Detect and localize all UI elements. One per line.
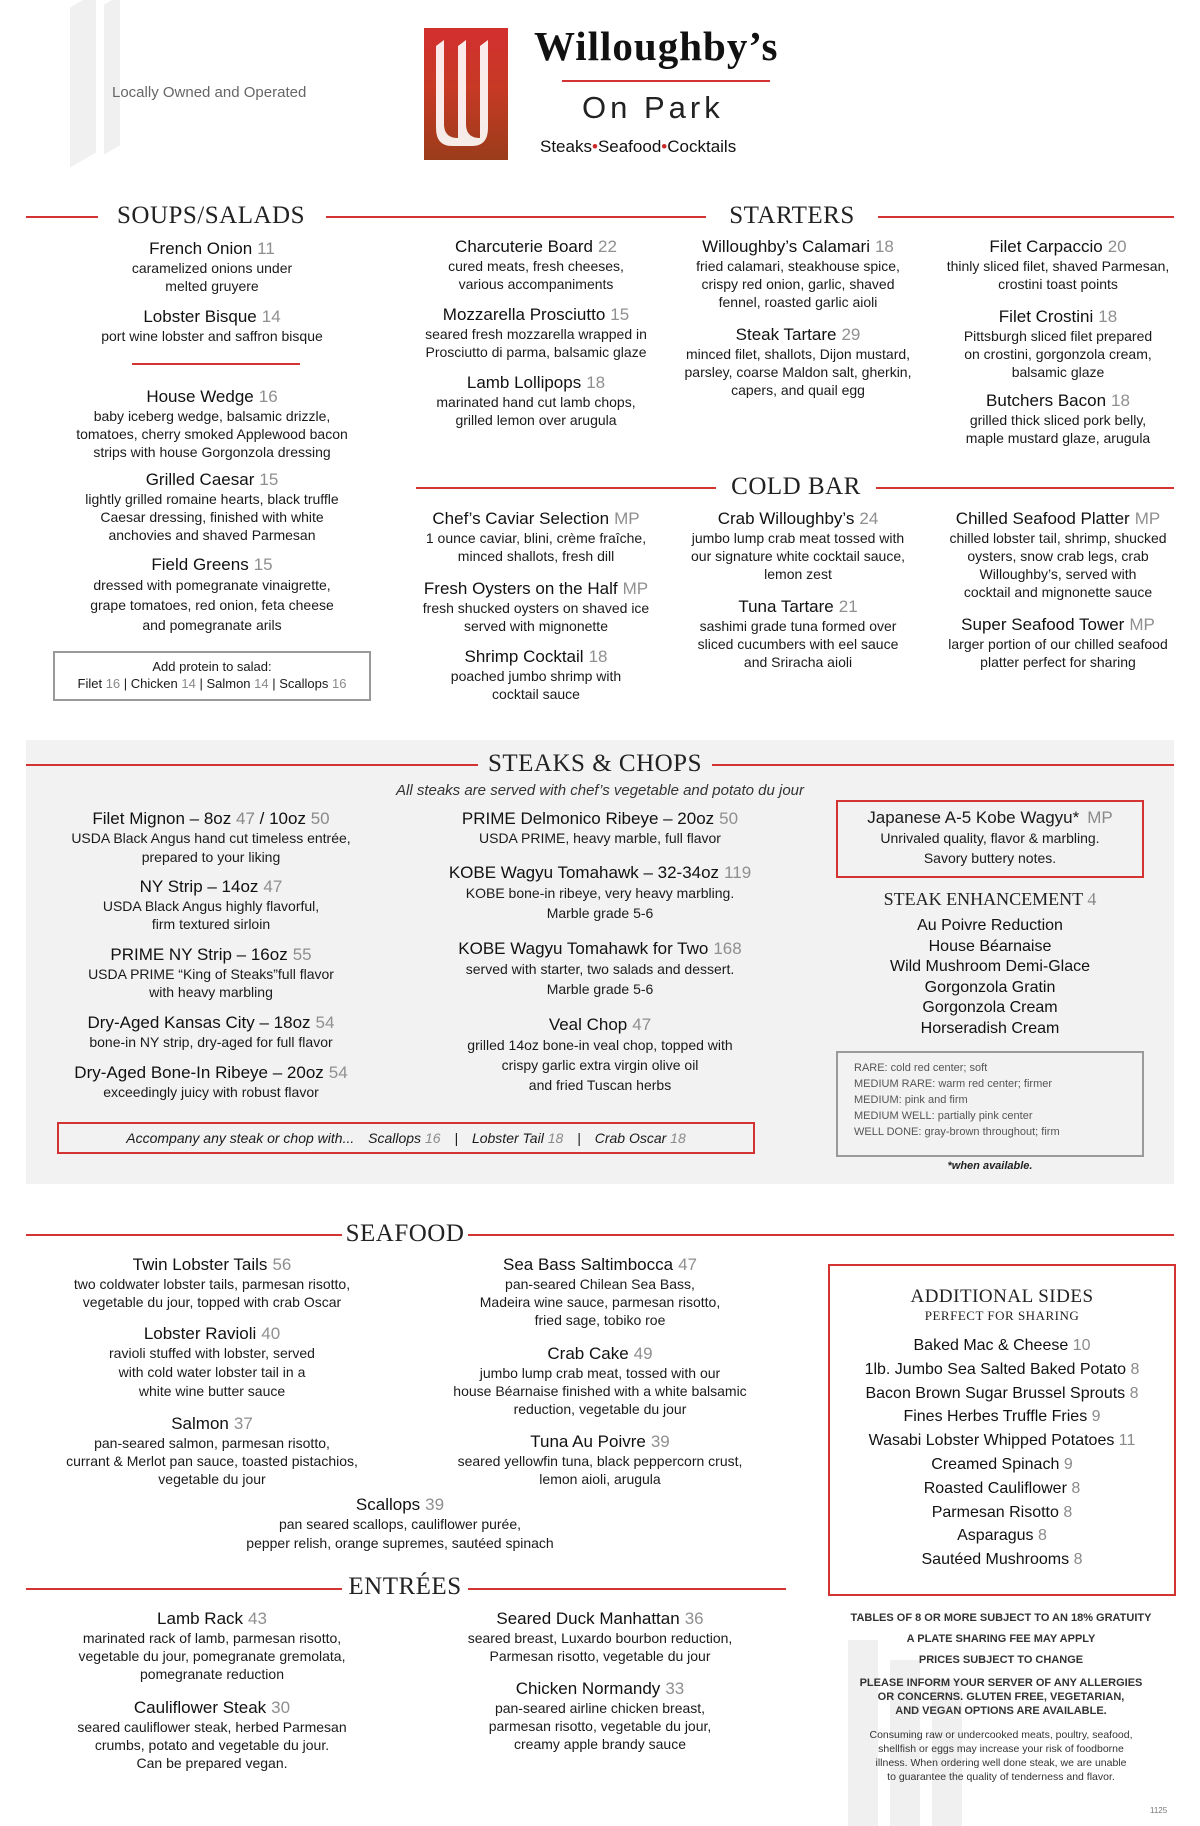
temp-line: WELL DONE: gray-brown throughout; firm bbox=[854, 1126, 1060, 1138]
item-name: Tuna Au Poivre bbox=[530, 1432, 646, 1451]
side-price: 11 bbox=[1118, 1432, 1136, 1450]
item-name: Filet Crostini bbox=[998, 307, 1094, 326]
side-item bbox=[830, 1453, 1174, 1477]
protein-name: Filet bbox=[77, 676, 103, 691]
menu-item-french-onion bbox=[52, 238, 372, 295]
menu-item-grilled-caesar bbox=[42, 469, 382, 544]
item-desc: KOBE bone-in ribeye, very heavy marbling. Marble grade 5-6 bbox=[465, 885, 735, 921]
item-price: 50 bbox=[310, 809, 330, 828]
logo bbox=[424, 28, 508, 160]
item-price: MP bbox=[622, 579, 649, 598]
item-price: 14 bbox=[261, 307, 281, 326]
steaks-rule-right bbox=[712, 764, 1174, 766]
item-name: Super Seafood Tower bbox=[961, 615, 1125, 634]
menu-item-calamari bbox=[668, 236, 928, 311]
menu-item-shrimp-cocktail bbox=[416, 646, 656, 703]
item-name: Cauliflower Steak bbox=[133, 1698, 267, 1717]
item-name: Veal Chop bbox=[548, 1015, 628, 1034]
item-name: Field Greens bbox=[151, 555, 249, 574]
item-name: PRIME Delmonico Ribeye – 20oz bbox=[461, 809, 715, 828]
side-name: Creamed Spinach bbox=[931, 1455, 1060, 1473]
item-name: Shrimp Cocktail bbox=[464, 647, 584, 666]
warning-note: Consuming raw or undercooked meats, poultry, seafood, shellfish or eggs may increase your risk of foodborne illness. When ordering well done steak, we are unable to guarantee the quality of tenderness and flavor. bbox=[869, 1729, 1133, 1783]
price-note: PRICES SUBJECT TO CHANGE bbox=[918, 1654, 1084, 1666]
item-price: 37 bbox=[233, 1414, 253, 1433]
item-price: 24 bbox=[859, 509, 879, 528]
dot-separator: • bbox=[661, 137, 668, 156]
side-item bbox=[830, 1477, 1174, 1501]
sides-list bbox=[830, 1334, 1174, 1572]
menu-item-butchers-bacon bbox=[928, 390, 1188, 447]
side-name: Sautéed Mushrooms bbox=[921, 1551, 1070, 1569]
protein-price: 16 bbox=[332, 676, 347, 691]
side-item bbox=[830, 1548, 1174, 1572]
kobe-name: Japanese A-5 Kobe Wagyu* bbox=[867, 808, 1080, 827]
side-item bbox=[830, 1382, 1174, 1406]
item-price: 15 bbox=[259, 470, 279, 489]
item-name: Crab Cake bbox=[547, 1344, 629, 1363]
item-price: 39 bbox=[425, 1495, 445, 1514]
seafood-rule-right bbox=[468, 1234, 1174, 1236]
side-price: 8 bbox=[1129, 1384, 1139, 1402]
menu-item-sea-bass bbox=[430, 1254, 770, 1329]
item-desc: USDA Black Angus highly flavorful, firm textured sirloin bbox=[102, 898, 320, 932]
menu-item-prime-ny-strip bbox=[46, 944, 376, 1001]
side-name: Wasabi Lobster Whipped Potatoes bbox=[868, 1432, 1115, 1450]
soups-mid-rule bbox=[132, 363, 300, 365]
item-desc: served with starter, two salads and dessert. Marble grade 5-6 bbox=[465, 961, 735, 997]
menu-item-tuna-au-poivre bbox=[430, 1431, 770, 1488]
side-price: 8 bbox=[1038, 1527, 1047, 1545]
steaks-rule-left bbox=[26, 764, 478, 766]
seafood-rule-left bbox=[26, 1234, 342, 1236]
item-price: 43 bbox=[248, 1609, 267, 1628]
item-price: 47 bbox=[632, 1015, 652, 1034]
accompany-label: Accompany any steak or chop with... bbox=[126, 1130, 355, 1146]
menu-item-charcuterie bbox=[416, 236, 656, 293]
soups-rule-right bbox=[326, 216, 706, 218]
item-name: Willoughby’s Calamari bbox=[702, 237, 870, 256]
enhancement-title-text: STEAK ENHANCEMENT bbox=[883, 889, 1083, 909]
temperature-box bbox=[836, 1051, 1144, 1157]
item-price: 47 bbox=[263, 877, 283, 896]
entrees-rule-right bbox=[468, 1588, 786, 1590]
sides-box bbox=[828, 1264, 1176, 1596]
side-price: 8 bbox=[1073, 1551, 1083, 1569]
protein-price: 14 bbox=[181, 676, 196, 691]
menu-item-tuna-tartare bbox=[668, 596, 928, 671]
item-desc: pan-seared airline chicken breast, parmesan risotto, vegetable du jour, creamy apple brandy sauce bbox=[488, 1700, 712, 1752]
allergy-note: PLEASE INFORM YOUR SERVER OF ANY ALLERGIES OR CONCERNS. GLUTEN FREE, VEGETARIAN, AND VEGAN OPTIONS ARE AVAILABLE. bbox=[859, 1677, 1143, 1717]
side-item bbox=[830, 1358, 1174, 1382]
item-desc: two coldwater lobster tails, parmesan risotto, vegetable du jour, topped with crab Oscar bbox=[73, 1276, 351, 1310]
accompany-box: Accompany any steak or chop with... Scallops 16 | Lobster Tail 18 | Crab Oscar 18 bbox=[57, 1122, 755, 1154]
brand-tags bbox=[540, 137, 736, 157]
enhancement-item: Horseradish Cream bbox=[920, 1019, 1060, 1037]
protein-list: Filet 16 | Chicken 14 | Salmon 14 | Scallops 16 bbox=[77, 676, 347, 691]
sharing-note: A PLATE SHARING FEE MAY APPLY bbox=[906, 1633, 1096, 1645]
item-desc: USDA PRIME “King of Steaks”full flavor with heavy marbling bbox=[88, 966, 334, 1000]
enhancement-title bbox=[836, 889, 1144, 910]
item-name: Chilled Seafood Platter bbox=[955, 509, 1130, 528]
item-desc: larger portion of our chilled seafood platter perfect for sharing bbox=[948, 636, 1168, 670]
item-name: Twin Lobster Tails bbox=[132, 1255, 268, 1274]
menu-item-twin-lobster bbox=[42, 1254, 382, 1311]
item-price: 15 bbox=[610, 305, 630, 324]
menu-item-crab-willoughbys bbox=[668, 508, 928, 583]
menu-item-salmon bbox=[42, 1413, 382, 1488]
item-price: MP bbox=[1129, 615, 1155, 634]
enhancement-item: House Béarnaise bbox=[928, 937, 1052, 955]
accompany-price: 16 bbox=[424, 1130, 441, 1146]
item-name: Filet Carpaccio bbox=[989, 237, 1103, 256]
item-desc: pan-seared Chilean Sea Bass, Madeira wine sauce, parmesan risotto, fried sage, tobiko roe bbox=[479, 1276, 721, 1328]
menu-item-kobe-for-two bbox=[424, 938, 776, 999]
item-desc: jumbo lump crab meat tossed with our signature white cocktail sauce, lemon zest bbox=[691, 530, 905, 582]
item-price: 36 bbox=[684, 1609, 704, 1628]
item-name: NY Strip – 14oz bbox=[139, 877, 259, 896]
brand-sub: On Park bbox=[582, 90, 724, 125]
starters-title: STARTERS bbox=[729, 202, 855, 229]
enhancement-item: Wild Mushroom Demi-Glace bbox=[889, 958, 1091, 975]
item-price: 18 bbox=[874, 237, 894, 256]
menu-item-scallops bbox=[220, 1494, 580, 1553]
item-desc: seared fresh mozzarella wrapped in Prosciutto di parma, balsamic glaze bbox=[425, 326, 647, 360]
kobe-feature-box bbox=[836, 800, 1144, 878]
enhancement-list bbox=[836, 916, 1144, 1039]
sides-subtitle: PERFECT FOR SHARING bbox=[924, 1308, 1080, 1323]
side-item bbox=[830, 1334, 1174, 1358]
item-name: Fresh Oysters on the Half bbox=[423, 579, 618, 598]
item-name: Charcuterie Board bbox=[455, 237, 594, 256]
side-name: 1lb. Jumbo Sea Salted Baked Potato bbox=[864, 1360, 1127, 1378]
item-name: Crab Willoughby’s bbox=[717, 509, 855, 528]
item-price: 50 bbox=[719, 809, 739, 828]
menu-item-bone-in-ribeye bbox=[46, 1062, 376, 1101]
item-desc: exceedingly juicy with robust flavor bbox=[103, 1084, 319, 1100]
menu-item-kansas-city bbox=[46, 1012, 376, 1051]
item-desc: grilled thick sliced pork belly, maple mustard glaze, arugula bbox=[965, 412, 1151, 446]
enhancement-item: Gorgonzola Gratin bbox=[924, 978, 1056, 996]
menu-item-lamb-rack bbox=[42, 1608, 382, 1683]
menu-item-filet-crostini bbox=[928, 306, 1188, 381]
menu-item-filet-carpaccio bbox=[928, 236, 1188, 293]
item-name: French Onion bbox=[149, 239, 253, 258]
side-name: Parmesan Risotto bbox=[931, 1503, 1059, 1521]
menu-item-oysters bbox=[406, 578, 666, 635]
item-price: 22 bbox=[598, 237, 617, 256]
item-desc: Pittsburgh sliced filet prepared on crostini, gorgonzola cream, balsamic glaze bbox=[963, 328, 1153, 380]
brand-tag-seafood: Seafood bbox=[597, 137, 662, 156]
item-desc: sashimi grade tuna formed over sliced cucumbers with eel sauce and Sriracha aioli bbox=[697, 618, 899, 670]
item-price: 119 bbox=[724, 863, 752, 882]
menu-item-field-greens bbox=[42, 554, 382, 635]
steaks-title: STEAKS & CHOPS bbox=[488, 750, 702, 777]
item-price: 16 bbox=[258, 387, 278, 406]
protein-name: Chicken bbox=[130, 676, 178, 691]
coldbar-title: COLD BAR bbox=[731, 473, 861, 500]
item-desc: seared cauliflower steak, herbed Parmesan crumbs, potato and vegetable du jour. Can be prepared vegan. bbox=[77, 1719, 347, 1771]
entrees-rule-left bbox=[26, 1588, 342, 1590]
item-name: Salmon bbox=[171, 1414, 229, 1433]
item-desc: cured meats, fresh cheeses, various accompaniments bbox=[448, 258, 624, 292]
protein-name: Salmon bbox=[206, 676, 251, 691]
item-desc: USDA PRIME, heavy marble, full flavor bbox=[479, 830, 721, 846]
menu-item-crab-cake bbox=[430, 1343, 770, 1418]
entrees-title: ENTRÉES bbox=[348, 1573, 462, 1600]
item-price: 18 bbox=[586, 373, 606, 392]
brand-name: Willoughby’s bbox=[534, 23, 779, 69]
item-desc: 1 ounce caviar, blini, crème fraîche, minced shallots, fresh dill bbox=[425, 530, 647, 564]
item-price: 49 bbox=[633, 1344, 653, 1363]
item-price: 15 bbox=[253, 555, 273, 574]
item-name: Steak Tartare bbox=[735, 325, 837, 344]
item-name: Lamb Rack bbox=[157, 1609, 244, 1628]
item-desc: chilled lobster tail, shrimp, shucked oysters, snow crab legs, crab Willoughby’s, served with cocktail and mignonette sauce bbox=[949, 530, 1167, 600]
item-desc: baby iceberg wedge, balsamic drizzle, tomatoes, cherry smoked Applewood bacon strips with house Gorgonzola dressing bbox=[76, 408, 348, 460]
item-name: Mozzarella Prosciutto bbox=[442, 305, 606, 324]
protein-title: Add protein to salad: bbox=[152, 659, 272, 674]
menu-item-cauliflower-steak bbox=[42, 1697, 382, 1772]
side-price: 8 bbox=[1071, 1479, 1081, 1497]
protein-price: 14 bbox=[254, 676, 269, 691]
temp-line: MEDIUM RARE: warm red center; firmer bbox=[854, 1078, 1053, 1090]
soups-rule-left bbox=[26, 216, 98, 218]
temperature-list bbox=[854, 1060, 1142, 1140]
item-name: KOBE Wagyu Tomahawk – 32-34oz bbox=[448, 863, 720, 882]
menu-item-delmonico bbox=[424, 808, 776, 847]
menu-code: 1125 bbox=[1150, 1806, 1168, 1815]
item-desc: dressed with pomegranate vinaigrette, grape tomatoes, red onion, feta cheese and pomegranate arils bbox=[90, 577, 334, 633]
side-price: 8 bbox=[1063, 1503, 1073, 1521]
item-name: PRIME NY Strip – 16oz bbox=[110, 945, 288, 964]
gratuity-note: TABLES OF 8 OR MORE SUBJECT TO AN 18% GRATUITY bbox=[850, 1612, 1152, 1624]
item-name: Seared Duck Manhattan bbox=[496, 1609, 680, 1628]
item-price: 20 bbox=[1107, 237, 1127, 256]
menu-item-steak-tartare bbox=[668, 324, 928, 399]
decorative-stripe bbox=[104, 0, 120, 155]
item-name: Chef’s Caviar Selection bbox=[432, 509, 610, 528]
item-price: 21 bbox=[838, 597, 858, 616]
item-desc: marinated rack of lamb, parmesan risotto, vegetable du jour, pomegranate gremolata, pomegranate reduction bbox=[78, 1630, 346, 1682]
item-desc: caramelized onions under melted gruyere bbox=[131, 260, 293, 294]
menu-item-chicken-normandy bbox=[430, 1678, 770, 1753]
seafood-title: SEAFOOD bbox=[345, 1220, 465, 1247]
temp-line: MEDIUM: pink and firm bbox=[854, 1094, 968, 1106]
item-price: 11 bbox=[257, 239, 275, 258]
menu-item-kobe-tomahawk bbox=[424, 862, 776, 923]
item-name: Lobster Bisque bbox=[143, 307, 257, 326]
item-price: MP bbox=[614, 509, 640, 528]
item-name: Lobster Ravioli bbox=[143, 1324, 257, 1343]
item-name: Dry-Aged Bone-In Ribeye – 20oz bbox=[74, 1063, 324, 1082]
item-desc: seared breast, Luxardo bourbon reduction, Parmesan risotto, vegetable du jour bbox=[467, 1630, 733, 1664]
item-name: Chicken Normandy bbox=[515, 1679, 661, 1698]
item-desc: USDA Black Angus hand cut timeless entrée, prepared to your liking bbox=[71, 830, 351, 865]
side-item bbox=[830, 1524, 1174, 1548]
item-price: 30 bbox=[271, 1698, 291, 1717]
temp-line: RARE: cold red center; soft bbox=[854, 1062, 988, 1074]
enhancement-price: 4 bbox=[1087, 889, 1097, 909]
side-name: Bacon Brown Sugar Brussel Sprouts bbox=[865, 1384, 1126, 1402]
item-desc: pan-seared salmon, parmesan risotto, currant & Merlot pan sauce, toasted pistachios, vegetable du jour bbox=[66, 1435, 358, 1487]
item-name: Grilled Caesar bbox=[145, 470, 255, 489]
menu-item-caviar bbox=[411, 508, 661, 565]
item-desc: grilled 14oz bone-in veal chop, topped with crispy garlic extra virgin olive oil and fried Tuscan herbs bbox=[467, 1037, 733, 1093]
item-desc: fried calamari, steakhouse spice, crispy red onion, garlic, shaved fennel, roasted garlic aioli bbox=[696, 258, 900, 310]
footer-notes bbox=[836, 1612, 1166, 1784]
item-desc: ravioli stuffed with lobster, served with cold water lobster tail in a white wine butter sauce bbox=[109, 1345, 315, 1399]
item-desc: fresh shucked oysters on shaved ice served with mignonette bbox=[422, 600, 650, 634]
item-desc: marinated hand cut lamb chops, grilled lemon over arugula bbox=[436, 394, 636, 428]
item-name: Filet Mignon – 8oz bbox=[92, 809, 232, 828]
starters-rule-right bbox=[878, 216, 1174, 218]
decorative-stripe bbox=[70, 0, 96, 168]
brand-tag-cocktails: Cocktails bbox=[667, 137, 737, 156]
tagline: Locally Owned and Operated bbox=[112, 84, 307, 101]
soups-title: SOUPS/SALADS bbox=[116, 202, 305, 229]
menu-item-house-wedge bbox=[42, 386, 382, 461]
when-available-note: *when available. bbox=[947, 1160, 1033, 1172]
logo-mark-icon bbox=[424, 28, 508, 160]
item-desc: seared yellowfin tuna, black peppercorn crust, lemon aioli, arugula bbox=[457, 1453, 743, 1487]
item-desc: bone-in NY strip, dry-aged for full flavor bbox=[89, 1034, 333, 1050]
menu-item-lobster-ravioli bbox=[42, 1323, 382, 1401]
item-price: 18 bbox=[1098, 307, 1118, 326]
item-price: 47 bbox=[678, 1255, 697, 1274]
sides-title: ADDITIONAL SIDES bbox=[910, 1286, 1094, 1307]
coldbar-rule-right bbox=[876, 487, 1174, 489]
item-price: 56 bbox=[272, 1255, 292, 1274]
protein-price: 16 bbox=[105, 676, 121, 691]
item-name: Butchers Bacon bbox=[986, 391, 1107, 410]
item-price: 29 bbox=[841, 325, 861, 344]
temp-line: MEDIUM WELL: partially pink center bbox=[854, 1110, 1033, 1122]
protein-name: Scallops bbox=[279, 676, 329, 691]
item-name: Lamb Lollipops bbox=[466, 373, 582, 392]
side-name: Asparagus bbox=[957, 1527, 1034, 1545]
menu-item-duck-manhattan bbox=[430, 1608, 770, 1665]
item-desc: jumbo lump crab meat, tossed with our house Béarnaise finished with a white balsamic reduction, vegetable du jour bbox=[453, 1365, 747, 1417]
accompany-price: 18 bbox=[547, 1130, 564, 1146]
item-desc: poached jumbo shrimp with cocktail sauce bbox=[450, 668, 622, 702]
steaks-subtitle: All steaks are served with chef’s vegetable and potato du jour bbox=[395, 782, 805, 799]
kobe-desc: Unrivaled quality, flavor & marbling. Savory buttery notes. bbox=[880, 830, 1100, 866]
item-name-size: / 10oz bbox=[259, 809, 306, 828]
side-item bbox=[830, 1405, 1174, 1429]
side-name: Fines Herbes Truffle Fries bbox=[903, 1408, 1088, 1426]
side-price: 10 bbox=[1072, 1337, 1091, 1354]
item-desc: lightly grilled romaine hearts, black truffle Caesar dressing, finished with white anchovies and shaved Parmesan bbox=[85, 491, 339, 543]
side-item bbox=[830, 1429, 1174, 1453]
item-desc: thinly sliced filet, shaved Parmesan, crostini toast points bbox=[946, 258, 1170, 292]
item-price: 47 bbox=[236, 809, 255, 828]
enhancement-item: Au Poivre Reduction bbox=[917, 917, 1063, 934]
item-name: KOBE Wagyu Tomahawk for Two bbox=[458, 939, 709, 958]
item-price: 168 bbox=[713, 939, 742, 958]
accompany-name: Lobster Tail bbox=[471, 1130, 544, 1146]
side-item bbox=[830, 1501, 1174, 1525]
side-price: 8 bbox=[1130, 1360, 1140, 1378]
item-price: 33 bbox=[665, 1679, 685, 1698]
side-price: 9 bbox=[1091, 1408, 1101, 1426]
kobe-price: MP bbox=[1087, 808, 1113, 827]
item-price: 39 bbox=[650, 1432, 670, 1451]
item-price: 55 bbox=[292, 945, 312, 964]
dot-separator: • bbox=[591, 137, 598, 156]
menu-item-lobster-bisque bbox=[52, 306, 372, 345]
side-price: 9 bbox=[1063, 1455, 1073, 1473]
menu-item-seafood-tower bbox=[928, 614, 1188, 671]
accompany-name: Crab Oscar bbox=[594, 1130, 667, 1146]
item-price: 40 bbox=[261, 1324, 281, 1343]
menu-item-seafood-platter bbox=[928, 508, 1188, 601]
menu-item-filet-mignon bbox=[46, 808, 376, 867]
menu-item-lamb-lollipops bbox=[416, 372, 656, 429]
item-price: MP bbox=[1134, 509, 1161, 528]
enhancement-item: Gorgonzola Cream bbox=[922, 999, 1058, 1016]
side-name: Baked Mac & Cheese bbox=[913, 1337, 1069, 1354]
menu-item-mozzarella bbox=[406, 304, 666, 361]
side-name: Roasted Cauliflower bbox=[923, 1479, 1067, 1497]
coldbar-rule-left bbox=[416, 487, 716, 489]
accompany-name: Scallops bbox=[368, 1130, 422, 1146]
item-name: Sea Bass Saltimbocca bbox=[502, 1255, 674, 1274]
item-price: 18 bbox=[1111, 391, 1130, 410]
item-name: Tuna Tartare bbox=[738, 597, 834, 616]
accompany-price: 18 bbox=[670, 1130, 686, 1146]
item-price: 54 bbox=[328, 1063, 348, 1082]
item-desc: port wine lobster and saffron bisque bbox=[101, 328, 323, 344]
item-price: 18 bbox=[588, 647, 608, 666]
brand-divider bbox=[562, 80, 770, 82]
item-name: Scallops bbox=[355, 1495, 421, 1514]
item-name: House Wedge bbox=[146, 387, 254, 406]
menu-item-ny-strip bbox=[46, 876, 376, 933]
item-desc: pan seared scallops, cauliflower purée, pepper relish, orange supremes, sautéed spinach bbox=[246, 1516, 554, 1551]
menu-item-veal-chop bbox=[424, 1014, 776, 1095]
item-name: Dry-Aged Kansas City – 18oz bbox=[87, 1013, 311, 1032]
item-price: 54 bbox=[315, 1013, 335, 1032]
protein-box bbox=[53, 651, 371, 701]
item-desc: minced filet, shallots, Dijon mustard, parsley, coarse Maldon salt, gherkin, capers, and quail egg bbox=[684, 346, 912, 398]
brand-tag-steaks: Steaks bbox=[540, 137, 592, 156]
